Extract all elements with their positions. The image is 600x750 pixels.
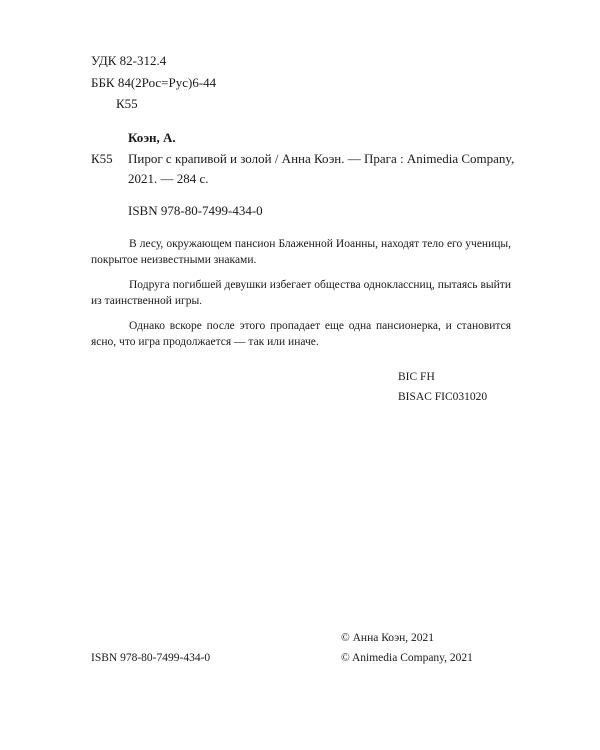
footer-isbn: ISBN 978-80-7499-434-0 <box>91 652 211 664</box>
annotation-paragraph: Однако вскоре после этого пропадает еще одна пансионерка, и становится ясно, что игра продолжается — так или иначе. <box>91 320 511 348</box>
record-title-line-1: Пирог с крапивой и золой / Анна Коэн. — Прага : Animedia Company, <box>128 151 515 166</box>
copyright-publisher: © Animedia Company, 2021 <box>341 652 473 664</box>
record-isbn: ISBN 978-80-7499-434-0 <box>128 203 263 218</box>
record-author-mark: К55 <box>91 151 113 166</box>
copyright-author: © Анна Коэн, 2021 <box>341 632 435 644</box>
annotation-paragraph: В лесу, окружающем пансион Блаженной Иоанны, находят тело его ученицы, покрытое неизвестными знаками. <box>91 238 511 266</box>
annotation <box>91 236 511 359</box>
bisac-code: BISAC FIC031020 <box>398 391 488 403</box>
author-mark: К55 <box>116 96 138 111</box>
record-title-line-2: 2021. — 284 с. <box>128 171 209 186</box>
bic-code: BIC FH <box>398 371 435 383</box>
record-author: Коэн, А. <box>128 130 176 145</box>
udk-code: УДК 82-312.4 <box>91 53 167 68</box>
annotation-paragraph: Подруга погибшей девушки избегает общества одноклассниц, пытаясь выйти из таинственной игры. <box>91 279 511 307</box>
bbk-code: ББК 84(2Рос=Рус)6-44 <box>91 75 217 90</box>
